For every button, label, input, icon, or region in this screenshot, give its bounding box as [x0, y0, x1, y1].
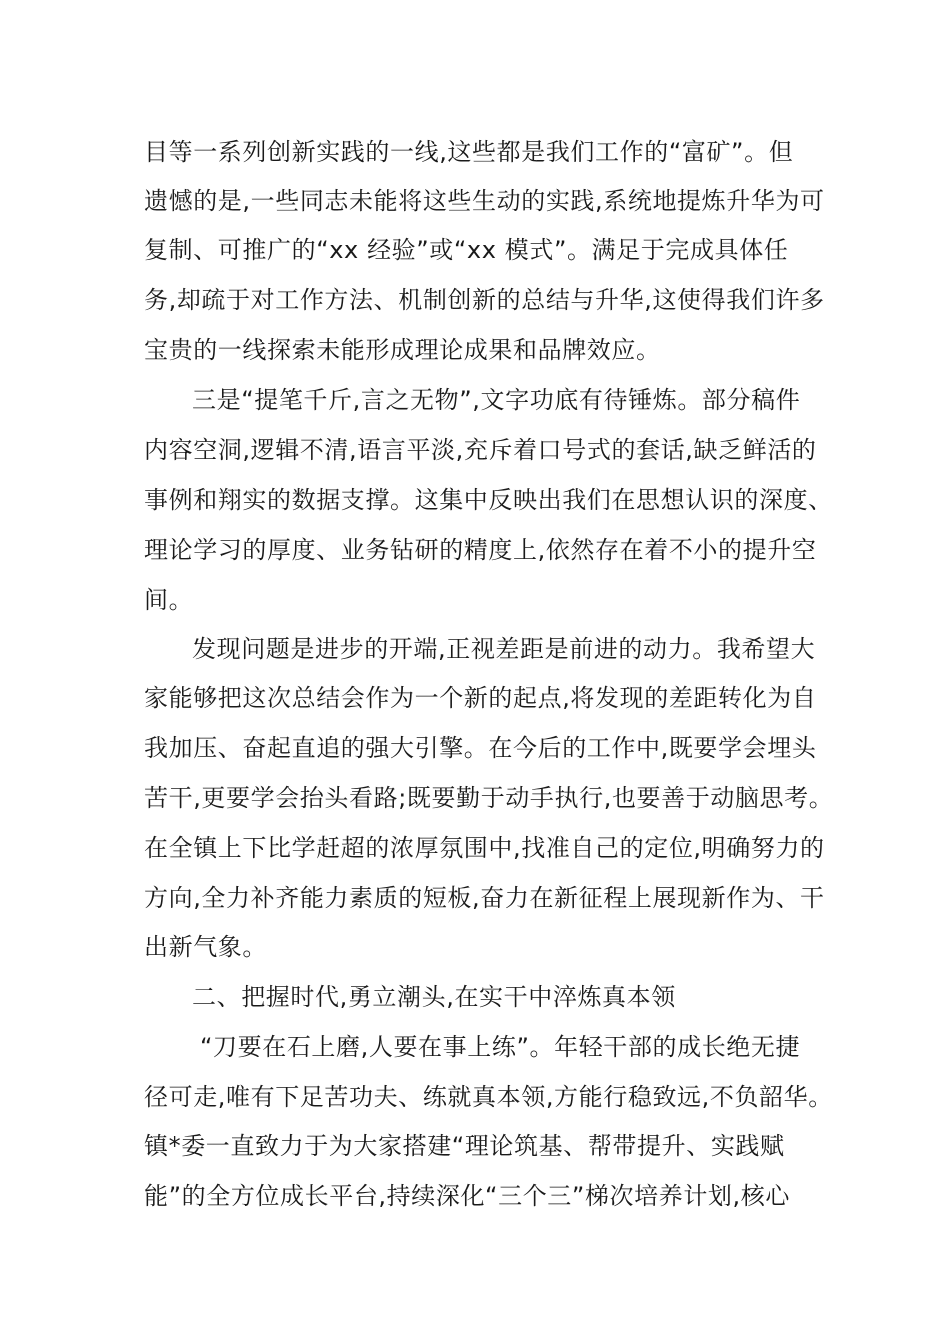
text-line-3: 复制、可推广的“xx 经验”或“xx 模式”。满足于完成具体任 — [144, 236, 789, 264]
text-line-4: 务,却疏于对工作方法、机制创新的总结与升华,这使得我们许多 — [144, 286, 825, 314]
text-line-8: 事例和翔实的数据支撑。这集中反映出我们在思想认识的深度、 — [144, 486, 833, 514]
text-line-20: 径可走,唯有下足苦功夫、练就真本领,方能行稳致远,不负韶华。 — [144, 1083, 833, 1111]
text-line-2: 遗憾的是,一些同志未能将这些生动的实践,系统地提炼升华为可 — [144, 187, 825, 215]
text-line-17: 出新气象。 — [144, 933, 267, 961]
text-line-22: 能”的全方位成长平台,持续深化“三个三”梯次培养计划,核心 — [144, 1182, 790, 1210]
section-heading: 二、把握时代,勇立潮头,在实干中淬炼真本领 — [192, 983, 676, 1011]
text-line-14: 苦干,更要学会抬头看路;既要勤于动手执行,也要善于动脑思考。 — [144, 784, 834, 812]
text-line-7: 内容空洞,逻辑不清,语言平淡,充斥着口号式的套话,缺乏鲜活的 — [144, 436, 817, 464]
text-line-9: 理论学习的厚度、业务钻研的精度上,依然存在着不小的提升空 — [144, 536, 817, 564]
text-line-12: 家能够把这次总结会作为一个新的起点,将发现的差距转化为自 — [144, 684, 817, 712]
text-line-13: 我加压、奋起直追的强大引擎。在今后的工作中,既要学会埋头 — [144, 734, 817, 762]
text-line-5: 宝贵的一线探索未能形成理论成果和品牌效应。 — [144, 336, 661, 364]
paragraph-problem-start: 发现问题是进步的开端,正视差距是前进的动力。我希望大 — [192, 635, 816, 663]
text-line-10: 间。 — [144, 586, 194, 614]
text-line-16: 方向,全力补齐能力素质的短板,奋力在新征程上展现新作为、干 — [144, 884, 825, 912]
text-line-1: 目等一系列创新实践的一线,这些都是我们工作的“富矿”。但 — [144, 138, 794, 166]
paragraph-three-start: 三是“提笔千斤,言之无物”,文字功底有待锤炼。部分稿件 — [192, 386, 801, 414]
quote-paragraph-start: “刀要在石上磨,人要在事上练”。年轻干部的成长绝无捷 — [200, 1033, 801, 1061]
text-line-21: 镇*委一直致力于为大家搭建“理论筑基、帮带提升、实践赋 — [144, 1132, 785, 1160]
text-line-15: 在全镇上下比学赶超的浓厚氛围中,找准自己的定位,明确努力的 — [144, 834, 825, 862]
